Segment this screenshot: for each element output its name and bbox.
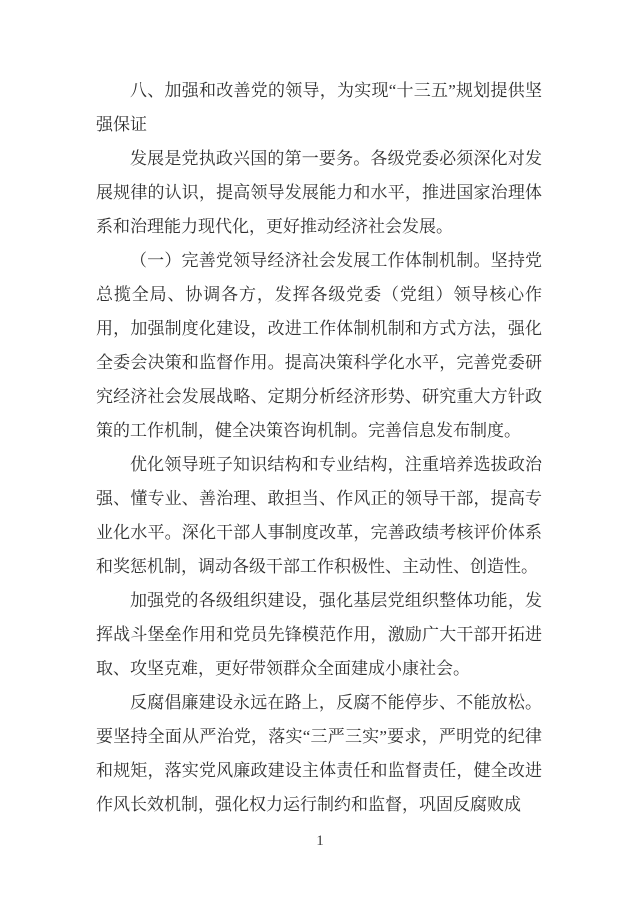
paragraph: 反腐倡廉建设永远在路上，反腐不能停步、不能放松。要坚持全面从严治党，落实“三严三实”要求，严明党的纪律和规矩，落实党风廉政建设主体责任和监督责任，健全改进作风长效机制，强化权力运行制约和监督，巩固反腐败成 (96, 693, 542, 814)
section-heading: 八、加强和改善党的领导，为实现“十三五”规划提供坚强保证 (96, 81, 542, 134)
paragraph: 加强党的各级组织建设，强化基层党组织整体功能，发挥战斗堡垒作用和党员先锋模范作用，激励广大干部开拓进取、攻坚克难，更好带领群众全面建成小康社会。 (96, 591, 542, 678)
page-number: 1 (316, 833, 324, 849)
page-footer (0, 832, 640, 850)
paragraph: 优化领导班子知识结构和专业结构，注重培养选拔政治强、懂专业、善治理、敢担当、作风正的领导干部，提高专业化水平。深化干部人事制度改革，完善政绩考核评价体系和奖惩机制，调动各级干部工作积极性、主动性、创造性。 (96, 455, 542, 576)
paragraph: 发展是党执政兴国的第一要务。各级党委必须深化对发展规律的认识，提高领导发展能力和水平，推进国家治理体系和治理能力现代化，更好推动经济社会发展。 (96, 149, 542, 236)
text-block (96, 74, 542, 822)
paragraph: （一）完善党领导经济社会发展工作体制机制。坚持党总揽全局、协调各方，发挥各级党委（党组）领导核心作用，加强制度化建设，改进工作体制机制和方式方法，强化全委会决策和监督作用。提高决策科学化水平，完善党委研究经济社会发展战略、定期分析经济形势、研究重大方针政策的工作机制，健全决策咨询机制。完善信息发布制度。 (96, 251, 542, 440)
